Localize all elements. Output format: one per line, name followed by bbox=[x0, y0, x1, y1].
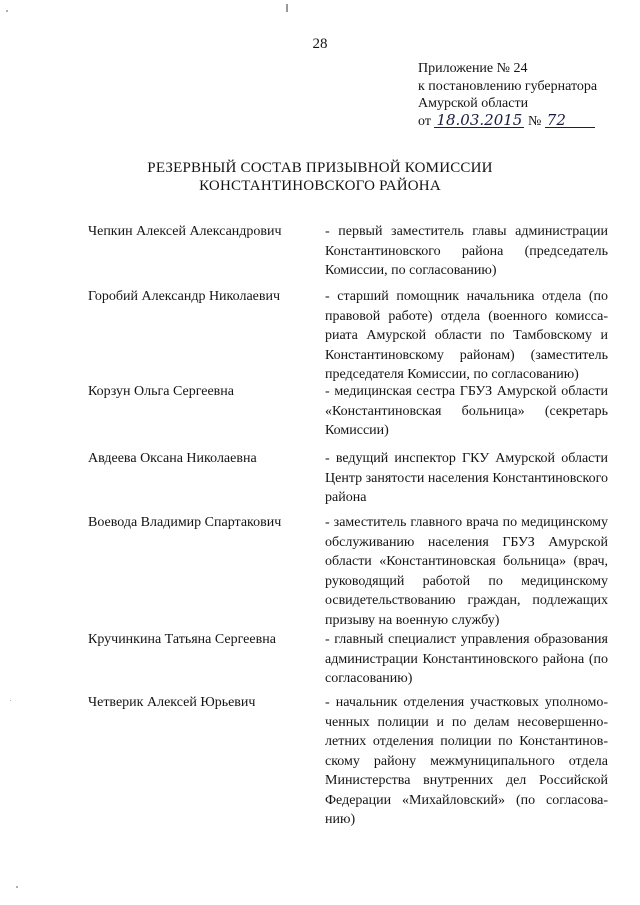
appendix-header bbox=[418, 60, 633, 130]
member-row bbox=[88, 513, 608, 630]
title-line-1: РЕЗЕРВНЫЙ СОСТАВ ПРИЗЫВНОЙ КОМИССИИ bbox=[147, 160, 493, 176]
appendix-decree: к постановлению губернатора bbox=[418, 78, 598, 94]
appendix-region: Амурской области bbox=[418, 96, 529, 111]
member-role: - начальник отделения участковых уполномоченных полиции и по делам несовершеннолетних отделения полиции по Константиновскому району межмуниципального отдела Министерства внутренних дел Российской Федерации «Михайловский» (по согласованию) bbox=[325, 695, 608, 827]
scan-speck bbox=[286, 4, 288, 12]
handwritten-date: 18.03.2015 bbox=[434, 113, 524, 128]
member-name: Воевода Владимир Спартакович bbox=[88, 515, 282, 530]
scan-speck bbox=[16, 886, 18, 888]
member-name: Горобий Александр Николаевич bbox=[88, 289, 281, 304]
members-list bbox=[88, 222, 608, 833]
member-row bbox=[88, 630, 608, 693]
member-name: Корзун Ольга Сергеевна bbox=[88, 384, 235, 399]
member-role: - заместитель главного врача по медицинскому обслуживанию населения ГБУЗ Амурской области «Константиновская больница» (врач, руководящий работой по медицинскому освидетельствованию граждан, подлежащих призыву на военную службу) bbox=[325, 515, 608, 628]
member-name: Чепкин Алексей Александрович bbox=[88, 224, 282, 239]
member-role: - старший помощник начальника отдела (по правовой работе) отдела (военного комиссариата Амурской области по Тамбовскому и Константиновскому районам) (заместитель председателя Комиссии, по согласованию) bbox=[325, 289, 608, 382]
member-name: Кручинкина Татьяна Сергеевна bbox=[88, 632, 276, 647]
appendix-number: Приложение № 24 bbox=[418, 61, 528, 76]
member-row bbox=[88, 693, 608, 833]
appendix-date-line bbox=[418, 110, 633, 131]
member-name: Авдеева Оксана Николаевна bbox=[88, 451, 257, 466]
member-row bbox=[88, 382, 608, 449]
date-prefix: от bbox=[418, 113, 431, 129]
member-name: Четверик Алексей Юрьевич bbox=[88, 695, 256, 710]
page-number: 28 bbox=[312, 36, 328, 52]
scan-speck bbox=[10, 700, 11, 701]
member-row bbox=[88, 222, 608, 287]
member-row bbox=[88, 449, 608, 513]
scan-speck bbox=[6, 10, 8, 12]
member-role: - ведущий инспектор ГКУ Амурской области Центр занятости населения Константиновского района bbox=[325, 451, 608, 505]
number-prefix: № bbox=[527, 113, 542, 129]
title-line-2: КОНСТАНТИНОВСКОГО РАЙОНА bbox=[199, 177, 441, 194]
member-row bbox=[88, 287, 608, 382]
member-role: - первый заместитель главы администрации Константиновского района (председатель Комиссии, по согласованию) bbox=[325, 224, 608, 278]
handwritten-number: 72 bbox=[545, 113, 595, 128]
member-role: - медицинская сестра ГБУЗ Амурской области «Константиновская больница» (секретарь Комиссии) bbox=[325, 384, 608, 438]
member-role: - главный специалист управления образования администрации Константиновского района (по согласованию) bbox=[325, 632, 608, 686]
document-title bbox=[0, 160, 640, 195]
